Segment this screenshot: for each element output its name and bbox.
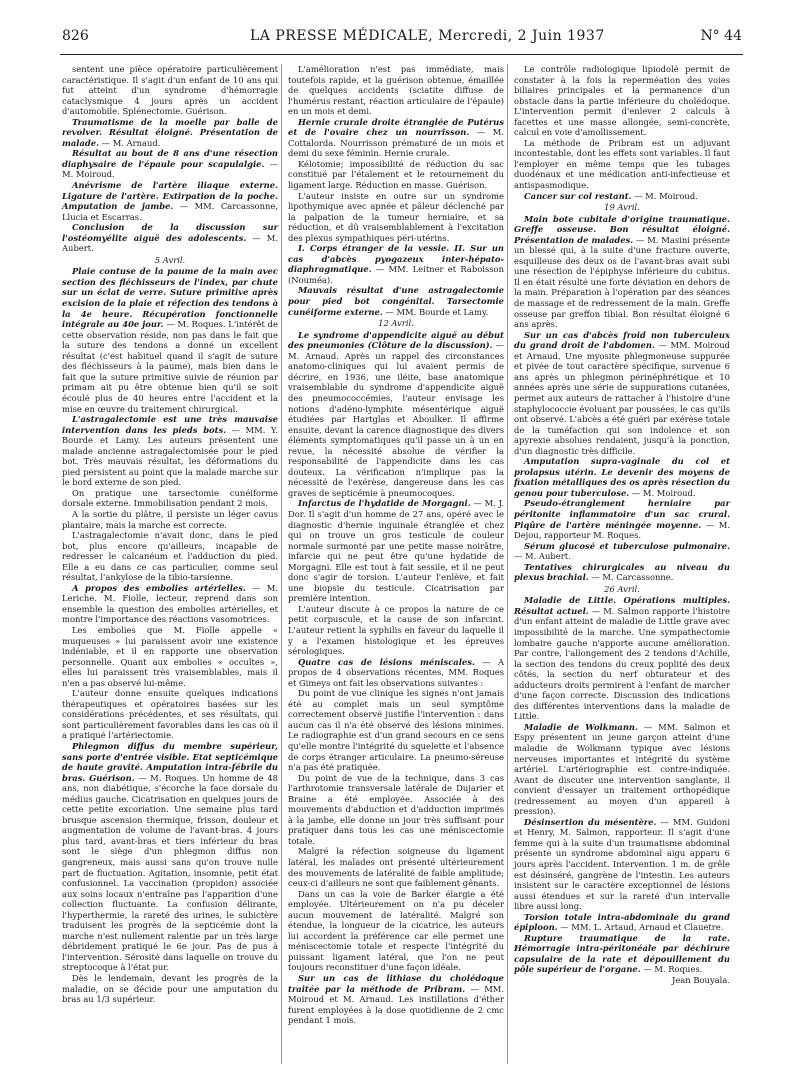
communication-entry (514, 191, 730, 202)
communication-title: Conclusion de la discussion sur l'ostéomyélite aiguë des adolescents. (62, 222, 278, 243)
paragraph: Les embolies que M. Fiolle appelle « muqueuses » lui paraissent avoir une existence indéniable, et il en rapporte une observation personnelle. Quant aux embolies « occultes », elles lui paraissent très vraisemblables, mais il n'en a pas observé lui-même. (62, 624, 278, 688)
text-column-3 (514, 64, 730, 986)
page-header (62, 28, 742, 50)
communication-entry (514, 595, 730, 722)
communication-title: Infarctus de l'hydatide de Morgagni. (298, 498, 471, 509)
communication-body: — A propos de 4 observations récentes, MM. Roques et Gimeys ont fait les observations suivantes : (288, 656, 505, 688)
communication-entry (288, 498, 504, 603)
communication-title: Maladie de Wolkmann. (524, 721, 638, 732)
communication-title: Sur un cas d'abcès froid non tuberculeux du grand droit de l'abdomen. (514, 329, 730, 351)
communication-entry (62, 266, 278, 414)
communication-title: Le syndrome d'appendicite aiguë au début des pneumonies (Clôture de la discussion). (288, 329, 504, 351)
communication-entry (288, 285, 504, 317)
communication-entry (62, 741, 278, 973)
paragraph: L'astragalectomie n'avait donc, dans le pied bot, plus encore qu'ailleurs, incapable de redresser le calcanéum et l'adduction du pied. Elle a eu dans ce cas particulier, comme seul résultat, l'ankylose de la tibio-tarsienne. (62, 530, 278, 583)
communication-body: — M. Aubert. (62, 232, 278, 254)
communication-title: Pseudo-étranglement herniaire par péritonite inflammatoire d'un sac crural. Piqûre de l'artère méningée moyenne. (514, 498, 730, 530)
communication-entry (514, 562, 730, 583)
communication-body: — M. J. Dor. Il s'agit d'un homme de 27 ans, opéré avec le diagnostic d'hernie inguinale étranglée et chez qui on trouve un gros testicule de couleur normale surmonté par une petite masse noirâtre, infarcie qui ne peut être qu'une hydatide de Morgagni. Elle est tout à fait sessile, et il ne peut donc s'agir de torsion. L'auteur l'enlève, et fait une biopsie du testicule. Cicatrisation par première intention. (288, 498, 504, 604)
communication-entry (62, 414, 278, 488)
paragraph: Malgré la réfection soigneuse du ligament latéral, les malades ont présenté ultérieurement des mouvements de latéralité de faible amplitude; ceux-ci d'ailleurs ne sont que faiblement gênants. (288, 846, 504, 889)
communication-entry (514, 722, 730, 817)
communication-title: I. Corps étranger de la vessie. II. Sur un cas d'abcès pyogazeux inter-hépato-diaphragmatique. (288, 243, 504, 275)
communication-title: L'astragalectomie est une très mauvaise intervention dans les pieds bots. (62, 414, 278, 435)
communication-entry (514, 541, 730, 562)
paragraph: L'auteur donne ensuite quelques indications thérapeutiques et opératoires basées sur les considérations précédentes, et ses résultats, qui sont particulièrement favorables dans les cas où il a pratiqué l'artériectomie. (62, 688, 278, 741)
paragraph: L'auteur insiste en outre sur un syndrome lipothymique avec apnée et pâleur déclenché par la palpation de la tumeur herniaire, et sa réduction, et dû vraisemblablement à l'excitation des plexus sympathiques péri-utérins. (288, 190, 504, 243)
text-column-2 (288, 64, 504, 1026)
communication-entry (514, 912, 730, 933)
communication-body: — M. Cottalorda. Nourrisson prématuré de un mois et demi du sexe féminin. Hernie crurale. (288, 127, 505, 159)
paragraph: La méthode de Pribram est un adjuvant incontestable, dont les effets sont variables. Il faut l'employer en même temps que les tubages duodénaux et une médication anti-infectieuse et antispasmodique. (514, 137, 730, 191)
communication-body: — MM. Y. Bourde et Lamy. Les auteurs présentent une malade ancienne astragalectomisée pour le pied bot. Très mauvais résultat, les déformations du pied persistent au point que la malade marche sur le bord externe de son pied. (62, 424, 278, 488)
communication-body: — M. Leriche. M. Fiolle, lecteur, reprend dans son ensemble la question des embolies artérielles, et montre l'importance des réactions vasomotrices. (62, 582, 278, 625)
communication-title: Désinsertion du mésentère. (524, 816, 657, 827)
paragraph: Du point de vue clinique les signes n'ont jamais été au complet mais un seul symptôme correctement observé justifie l'intervention : dans aucun cas il n'a été observé des lésions minimes. Le radiographie est d'un grand secours en ce sens qu'elle montre l'intégrité du squelette et l'absence de corps étranger articulaire. La pneumo-séreuse n'a pas été pratiquée. (288, 688, 504, 773)
communication-title: Main bote cubitale d'origine traumatique. Greffe osseuse. Bon résultat éloigné. Présentation de malades. (514, 213, 730, 245)
session-date: 26 Avril. (604, 583, 640, 594)
communication-body: — MM. Salmon et Espy présentent un jeune garçon atteint d'une maladie de Wolkmann typique avec lésions nerveuses importantes et intégrité du système artériel. L'artériographie est contre-indiquée. Avant de discuter une intervention sanglante, il convient d'essayer un traitement orthopédique (redressement au moyen d'un appareil à pression). (514, 721, 730, 817)
session-date: 5 Avril. (154, 254, 186, 265)
communication-body: — M. Moiroud. (62, 158, 278, 180)
session-date: 12 Avril. (378, 318, 414, 329)
communication-body: — M. Moiroud. (629, 487, 696, 498)
paragraph: Dans un cas la voie de Barker élargie a été employée. Ultérieurement on n'a pu déceler aucun mouvement de latéralité. Malgré son étendue, la longueur de la cicatrice, les auteurs lui accordent la préférence car elle permet une méniscectomie totale et respecte l'intégrité du puissant ligament latéral, que l'on ne peut toujours reconstituer d'une façon idéale. (288, 888, 504, 973)
communication-title: Mauvais résultat d'une astragalectomie pour pied bot congénital. Tarsectomie cunéiforme externe. (288, 285, 504, 317)
communication-body: — M. Arnaud. Après un rappel des circonstances anatomo-cliniques qui lui avaient permis de décrire, en 1936, une iléite, base anatomique vraisemblable du syndrome d'appendicite aiguë des pneumococcémies, l'auteur envisage les notions d'adéno-lymphite mésentérique aiguë étudiées par Hartglas et Aboulker. Il affirme ensuite, devant la carence diagnostique des divers éléments symptomatiques qu'il passe un à un en revue, la nécessité absolue de vérifier la responsabilité de l'appendicite dans les cas douteux. La vérification n'implique pas la nécessité de l'exérèse, dangereuse dans les cas graves de septicémie à pneumocoques. (288, 340, 504, 498)
communication-entry (514, 498, 730, 540)
communication-title: Quatre cas de lésions méniscales. (298, 656, 475, 667)
communication-body: — MM. Moiroud et M. Arnaud. Les instillations d'éther furent employées à la dose quotidienne de 2 cmc pendant 1 mois. (288, 983, 505, 1026)
communication-body: — MM. Guidoni et Henry, M. Salmon, rapporteur. Il s'agit d'une femme qui à la suite d'un traumatisme abdominal présente un syndrome abdominal aigu apparu 6 jours après l'accident. Intervention. 1 m. de grêle est désinséré, gangrène de l'intestin. Les auteurs insistent sur le caractère exceptionnel de lésions aussi étendues et sur la rareté d'un intervalle libre aussi long. (514, 816, 730, 912)
communication-entry (514, 214, 730, 330)
communication-title: Phlegmon diffus du membre supérieur, sans porte d'entrée visible. Etat septicémique de haute gravité. Amputation intra-fébrile du bras. Guérison. (62, 741, 278, 783)
communication-title: Sur un cas de lithiase du cholédoque traitée par la méthode de Pribram. (288, 973, 504, 994)
communication-body: — M. Aubert. (514, 551, 571, 562)
column-divider (281, 64, 282, 1064)
communication-title: Résultat au bout de 8 ans d'une résection diaphysaire de l'épaule pour scapulalgie. (62, 148, 278, 169)
communication-entry (62, 180, 278, 222)
communication-title: Cancer sur col restant. (524, 190, 632, 201)
paragraph: L'amélioration n'est pas immédiate, mais toutefois rapide, et la guérison obtenue, émaillée de quelques accidents (sciatite diffuse de l'humérus restant, réaction articulaire de l'épaule) en un mois et demi. (288, 64, 504, 117)
communication-entry (288, 657, 504, 689)
communication-body: — MM. Bourde et Lamy. (382, 306, 489, 317)
communication-entry (62, 148, 278, 180)
paragraph: Dès le lendemain, devant les progrès de la maladie, on se décide pour une amputation du bras au 1/3 supérieur. (62, 973, 278, 1005)
header-rule (60, 54, 743, 55)
issue-number: N° 44 (700, 28, 742, 44)
communication-entry (62, 583, 278, 625)
communication-title: Maladie de Little. Opérations multiples. Résultat actuel. (514, 595, 730, 616)
communication-entry (514, 330, 730, 457)
communication-body: — M. Masini présente un blessé qui, à la suite d'une fracture ouverte, esquilleuse des deux os de l'avant-bras avait subi une résection de l'épiphyse inférieure du cubitus. Il en était résulté une forte déviation en dehors de la main. Préparation à l'opération par des séances de massage et de redressement de la main. Greffe osseuse par greffon tibial. Bon résultat éloigné 6 ans après. (514, 234, 731, 330)
communication-entry (62, 117, 278, 149)
communication-body: — M. Roques. (640, 964, 703, 975)
communication-entry (514, 817, 730, 912)
communication-body: — MM. L. Artaud, Arnaud et Clauetre. (557, 922, 724, 933)
communication-title: Sérum glucosé et tuberculose pulmonaire. (524, 540, 730, 551)
communication-body: — M. Arnaud. (99, 137, 161, 148)
communication-body: — MM. Leitner et Raboisson (Nouméa). (288, 264, 504, 285)
communication-entry (62, 222, 278, 254)
communication-body: — M. Roques. L'intérêt de cette observation réside, non pas dans le fait que la suture des tendons a donné un excellent résultat (c'est habituel quand il s'agit de suture des fléchisseurs à la paume), mais bien dans le fait que la suture primitive suivie de réunion par primam ait pu être obtenue bien qu'il se soit écoulé plus de 40 heures entre l'accident et la mise en œuvre du traitement chirurgical. (62, 319, 278, 414)
communication-body: — M. Carcassonne. (588, 572, 674, 583)
author-signature: Jean Bouyala. (671, 975, 730, 986)
communication-title: A propos des embolies artérielles. (72, 582, 246, 593)
page-number: 826 (62, 28, 89, 44)
column-divider (507, 64, 508, 1064)
communication-entry (288, 243, 504, 285)
communication-title: Tentatives chirurgicales au niveau du plexus brachial. (514, 561, 730, 583)
communication-entry (288, 117, 504, 159)
communication-body: — M. Roques. Un homme de 48 ans, non diabétique, s'écorche la face dorsale du médius gauche. Cicatrisation en quelques jours de cette petite excoriation. Une semaine plus tard brusque ascension thermique, frisson, douleur et augmentation de volume de l'avant-bras. 4 jours plus tard, avant-bras et tiers inférieur du bras sont le siège d'un phlegmon diffus non gangreneux, mais aussi sans qu'on trouve nulle part de fluctuation. Agitation, insomnie, petit état confusionnel. La vaccination (propidon) associée aux soins locaux n'entraîne pas l'apparition d'une collection fluctuante. La confusion délirante, l'hyperthermie, la rareté des urines, le subictère traduisent les progrès de la septicémie dont la marche n'est nullement ralentie par un très large débridement pratiqué le 6e jour. Pas de pus à l'intervention. Sérosité dans laquelle on trouve du streptocoque à l'état pur. (62, 772, 278, 973)
paragraph: Le contrôle radiologique lipiodolé permit de constater à la fois la reperméation des voies biliaires principales et la permanence d'un obstacle dans la partie inférieure du cholédoque. L'intervention permit d'enlever 2 calculs à facettes et une masse allongée, semi-concrète, calcul en voie d'amollissement. (514, 64, 730, 138)
communication-body: — MM. Moiroud et Arnaud. Une myosite phlegmoneuse suppurée et pivée de tout caractère spécifique, survenue 6 ans après un phlegmon périnéphrétique et 10 années après une série de suppurations cutanées, permet aux auteurs de rattacher à l'histoire d'une staphylococcie évoluant par poussées, le cas qu'ils ont observé. L'abcès a été guéri par exérèse totale de la tuméfaction qui son indolence et son apyrexie absolues rendaient, jusqu'à la ponction, d'un diagnostic très difficile. (514, 340, 730, 456)
communication-entry (514, 933, 730, 975)
paragraph: Kélotomie; impossibilité de réduction du sac constitué par l'étalement et le retournement du ligament large. Réduction en masse. Guérison. (288, 158, 504, 191)
paragraph: L'auteur discute à ce propos la nature de ce petit corpuscule, et la cause de son infarcint. L'auteur retient la syphilis en faveur du laquelle il y a l'examen histologique et les épreuves sérologiques. (288, 603, 504, 657)
paragraph: On pratique une tarsectomie cunéiforme dorsale externe. Immobilisation pendant 2 mois. (62, 487, 278, 509)
session-date: 19 Avril. (604, 202, 640, 213)
communication-title: Plaie contuse de la paume de la main avec section des fléchisseurs de l'index, par chute sur un éclat de verre. Suture primitive après excision de la plaie et réfection des tendons à la 4e heure. Récupération fonctionnelle intégrale au 40e jour. (62, 266, 278, 330)
communication-title: Anévrisme de l'artère iliaque externe. Ligature de l'artère. Extirpation de la poche. Amputation de jambe. (62, 180, 278, 212)
paragraph: A la sortie du plâtre, il persiste un léger cavus plantaire, mais la marche est correcte. (62, 508, 278, 530)
communication-entry (288, 330, 504, 499)
paragraph: sentent une pièce opératoire particulièrement caractéristique. Il s'agit d'un enfant de 10 ans qui fut atteint d'un syndrome d'hémorragie cataclysmique 4 jours après un accident d'automobile. Splénectomie. Guérison. (62, 64, 278, 117)
communication-body: — M. Salmon rapporte l'histoire d'un enfant atteint de maladie de Little grave avec impossibilité de la marche. Une sympathectomie lombaire gauche n'apporte aucune amélioration. Par contre, l'allongement des 2 tendons d'Achille, la section des tendons du creux poplité des deux côtés, la section du nerf obturateur et des adducteurs droits permirent à l'enfant de marcher d'une façon correcte. Discussion des indications des différentes interventions dans la maladie de Little. (514, 605, 730, 722)
text-column-1 (62, 64, 278, 1005)
communication-title: Rupture traumatique de la rate. Hémorragie intra-péritonéale par déchirure capsulaire de la rate et dépouillement du pôle supérieur de l'organe. (514, 932, 730, 975)
communication-title: Torsion totale intra-abdominale du grand épiploon. (514, 911, 730, 933)
communication-title: Amputation supra-vaginale du col et prolapsus utérin. Le devenir des moyens de fixation métalliques des os après résection du genou pour tuberculose. (514, 456, 730, 498)
communication-title: Traumatisme de la moelle par balle de revolver. Résultat éloigné. Présentation de malade. (62, 116, 278, 148)
paragraph: Du point de vue de la technique, dans 3 cas l'arthrotomie transversale latérale de Dujarier et Braine a été employée. Associée à des mouvements d'abduction et d'adduction imprimés à la jambe, elle donne un jour très suffisant pour pratiquer dans tous les cas une méniscectomie totale. (288, 772, 504, 846)
communication-entry (288, 973, 504, 1026)
communication-body: — M. Dejou, rapporteur M. Roques. (514, 519, 730, 541)
communication-title: Hernie crurale droite étranglée de Putérus et de l'ovaire chez un nourrisson. (288, 116, 504, 138)
communication-entry (514, 456, 730, 498)
communication-body: — MM. Carcassonne, Llucia et Escarras. (62, 201, 278, 222)
communication-body: — M. Moiroud. (631, 190, 698, 201)
journal-title: LA PRESSE MÉDICALE, Mercredi, 2 Juin 1937 (250, 28, 605, 44)
